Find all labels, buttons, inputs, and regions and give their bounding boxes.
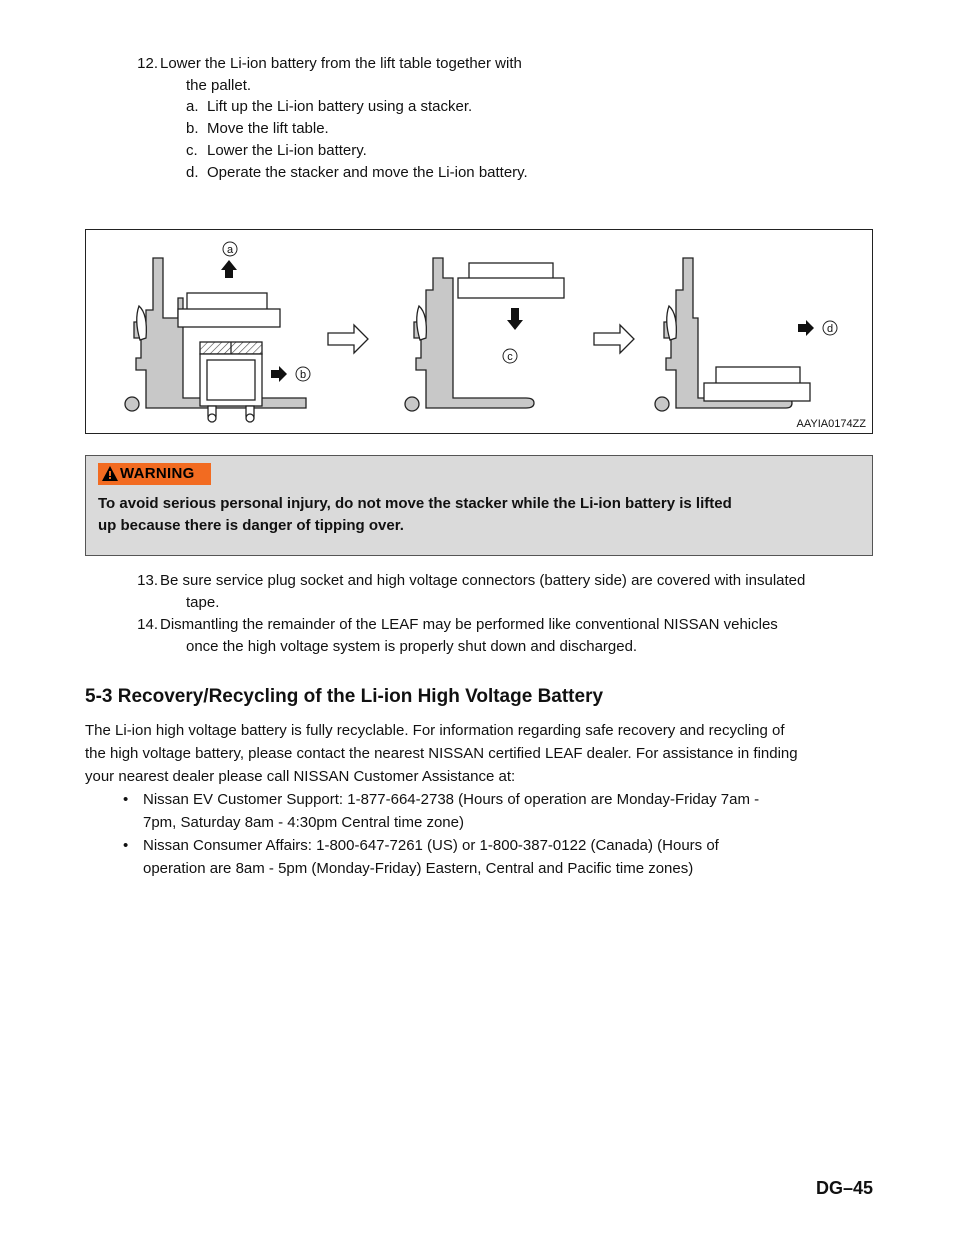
bullet-text-cont: 7pm, Saturday 8am - 4:30pm Central time zone) (143, 814, 464, 831)
section-title: 5-3 Recovery/Recycling of the Li-ion High Voltage Battery (85, 686, 604, 707)
substep-text: Operate the stacker and move the Li-ion battery. (207, 164, 528, 181)
substep-letter: c. (186, 142, 198, 159)
bullet-icon: • (123, 791, 129, 808)
callout-d: d (826, 323, 834, 335)
arrow-up-icon (221, 260, 237, 278)
warning-triangle-icon (102, 466, 118, 481)
step-text: Dismantling the remainder of the LEAF may be performed like conventional NISSAN vehicles (160, 616, 778, 633)
process-arrow-icon (594, 325, 634, 353)
bullet-item (0, 834, 960, 880)
substep-list (0, 96, 960, 186)
section-paragraph (85, 719, 875, 788)
substep-text: Lower the Li-ion battery. (207, 142, 367, 159)
stacker-illustration (86, 230, 872, 433)
step-number: 12. (137, 55, 158, 72)
step-14 (0, 614, 960, 660)
substep-text: Lift up the Li-ion battery using a stacker. (207, 98, 473, 115)
step-text-cont: the pallet. (186, 77, 252, 94)
page-number: DG–45 (815, 1178, 873, 1198)
bullet-text: Nissan EV Customer Support: 1-877-664-2738 (Hours of operation are Monday-Friday 7am - (143, 791, 760, 808)
warning-box (85, 455, 873, 556)
step-text: Lower the Li-ion battery from the lift table together with (160, 55, 522, 72)
step-number: 13. (137, 572, 158, 589)
stacker-2 (405, 258, 564, 411)
arrow-down-icon (507, 308, 523, 330)
step-text-cont: once the high voltage system is properly shut down and discharged. (186, 638, 638, 655)
paragraph-line: The Li-ion high voltage battery is fully recyclable. For information regarding safe recovery and recycling of (85, 722, 785, 739)
callout-c: c (507, 351, 513, 363)
warning-text-line: up because there is danger of tipping over. (98, 517, 404, 534)
substep-letter: b. (186, 120, 199, 137)
process-arrow-icon (328, 325, 368, 353)
process-arrows (328, 325, 634, 353)
arrow-right-icon (798, 320, 814, 336)
paragraph-line: the high voltage battery, please contact the nearest NISSAN certified LEAF dealer. For assistance in finding (85, 745, 798, 762)
callout-a: a (226, 244, 234, 256)
callout-b: b (299, 369, 307, 381)
step-text-cont: tape. (186, 594, 220, 611)
substep-letter: a. (186, 98, 199, 115)
bullet-text-cont: operation are 8am - 5pm (Monday-Friday) Eastern, Central and Pacific time zones) (143, 860, 694, 877)
lift-table (200, 342, 262, 422)
warning-text (98, 493, 858, 537)
battery-lifted (178, 293, 280, 327)
figure-code: AAYIA0174ZZ (796, 418, 866, 430)
warning-label-text: WARNING (120, 465, 195, 482)
step-13 (0, 570, 960, 616)
warning-text-line: To avoid serious personal injury, do not move the stacker while the Li-ion battery is lifted (98, 495, 732, 512)
bullet-item (0, 788, 960, 834)
substep-text: Move the lift table. (207, 120, 329, 137)
paragraph-line: your nearest dealer please call NISSAN Customer Assistance at: (85, 768, 516, 785)
stacker-3 (655, 258, 810, 411)
substep-letter: d. (186, 164, 199, 181)
stacker-procedure-figure (85, 229, 873, 434)
bullet-text: Nissan Consumer Affairs: 1-800-647-7261 (US) or 1-800-387-0122 (Canada) (Hours of (143, 837, 719, 854)
warning-label (98, 463, 211, 485)
bullet-icon: • (123, 837, 129, 854)
step-text: Be sure service plug socket and high voltage connectors (battery side) are covered with insulated (160, 572, 806, 589)
arrow-right-icon (271, 366, 287, 382)
step-number: 14. (137, 616, 158, 633)
